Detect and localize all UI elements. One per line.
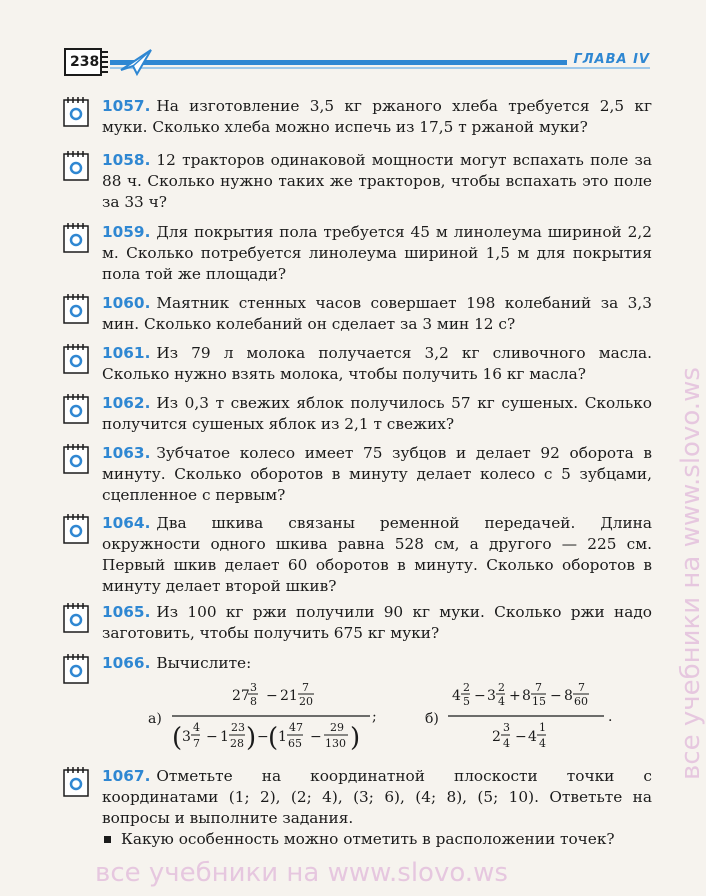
math-a-num-n1: 3 [250,681,257,694]
problem-number: 1064. [102,514,151,532]
problem-text: Для покрытия пола требуется 45 м линолеума шириной 2,2 м. Сколько потребуется линолеума шириной 1,5 м для покрытия пола той же площади? [102,223,652,283]
math-a-den-d4: 130 [325,737,346,750]
problem-number: 1057. [102,97,151,115]
header-rule-thin [110,67,650,69]
notebook-icon [62,443,90,475]
math-b-num-n1: 2 [463,681,470,694]
problem-1057 [62,96,652,138]
problem-number: 1067. [102,767,151,785]
problem-1062 [62,393,652,435]
problem-1064 [62,513,652,597]
math-b-num-op3: − [550,688,562,704]
math-a-label: а) [148,711,162,727]
problem-number: 1061. [102,344,151,362]
notebook-icon [62,766,90,798]
paper-plane-icon [119,48,153,76]
math-b-den-d1: 4 [503,737,510,750]
math-b-den-op: − [515,729,527,745]
math-a-den-n3: 47 [289,721,303,734]
notebook-icon [62,653,90,685]
problem-text: Отметьте на координатной плоскости точки с координатами (1; 2), (2; 4), (3; 6), (4; 8), (5; 10). Ответьте на вопросы и выполните задания. [102,767,652,827]
math-a-den-w3: 1 [278,729,287,745]
problem-1067 [62,766,652,850]
problem-1058 [62,150,652,213]
math-a-den-w2: 1 [220,729,229,745]
math-b-num-n4: 7 [578,681,585,694]
math-a-end: ; [372,709,377,725]
problem-number: 1066. [102,654,151,672]
math-b-den-n1: 3 [503,721,510,734]
math-a-num-op: − [266,688,278,704]
problem-1060 [62,293,652,335]
math-b-num-w1: 4 [452,688,461,704]
problem-number: 1065. [102,603,151,621]
svg-text:(: ( [268,723,279,753]
notebook-icon [62,293,90,325]
math-a-den-w1: 3 [182,729,191,745]
math-b-num-w2: 3 [487,688,496,704]
math-b-end: . [608,709,613,725]
problem-text: Два шкива связаны ременной передачей. Длина окружности одного шкива равна 528 см, а другого — 225 см. Первый шкив делает 60 оборотов в минуту. Сколько оборотов в минуту делает второй шкив? [102,514,652,595]
math-b-num-op2: + [509,688,521,704]
problem-1065 [62,602,652,644]
chapter-title: ГЛАВА IV [567,52,650,67]
math-a-den-n2: 23 [231,721,245,734]
math-a-num-d2: 20 [299,695,313,708]
problem-text: Вычислите: [156,654,252,672]
page-number: 238 [64,48,102,76]
notebook-icon [62,343,90,375]
math-a-den-n4: 29 [330,721,344,734]
problem-number: 1060. [102,294,151,312]
math-b-num-w4: 8 [564,688,573,704]
math-b-num-n3: 7 [535,681,542,694]
math-a-den-n1: 4 [193,721,200,734]
math-b-num-d4: 60 [574,695,588,708]
math-b-den-w1: 2 [492,729,501,745]
svg-text:): ) [246,723,257,753]
math-b-den-n2: 1 [539,721,546,734]
problem-text: 12 тракторов одинаковой мощности могут вспахать поле за 88 ч. Сколько нужно таких же тракторов, чтобы вспахать это поле за 33 ч? [102,151,652,211]
problem-number: 1062. [102,394,151,412]
problem-1063 [62,443,652,506]
math-b-num-d1: 5 [463,695,470,708]
math-a-den-op1: − [206,729,218,745]
problem-text: Из 0,3 т свежих яблок получилось 57 кг сушеных. Сколько получится сушеных яблок из 2,1 т свежих? [102,394,652,433]
problem-text: Из 79 л молока получается 3,2 кг сливочного масла. Сколько нужно взять молока, чтобы получить 16 кг масла? [102,344,652,383]
math-a-num-n2: 7 [302,681,309,694]
notebook-icon [62,150,90,182]
math-expressions [140,678,640,760]
math-a-den-op-mid: − [257,729,269,745]
math-a-num-w2: 21 [280,688,298,704]
spiral-binding-icon [100,49,110,75]
math-b-num-d2: 4 [498,695,505,708]
problem-number: 1058. [102,151,151,169]
math-b-den-w2: 4 [528,729,537,745]
problem-number: 1063. [102,444,151,462]
math-b-num-op1: − [474,688,486,704]
notebook-icon [62,602,90,634]
problem-text: На изготовление 3,5 кг ржаного хлеба требуется 2,5 кг муки. Сколько хлеба можно испечь из 17,5 т ржаной муки? [102,97,652,136]
problem-text: Из 100 кг ржи получили 90 кг муки. Сколько ржи надо заготовить, чтобы получить 675 кг муки? [102,603,652,642]
svg-text:): ) [350,723,361,753]
math-a-den-d1: 7 [193,737,200,750]
math-a-den-op2: − [310,729,322,745]
math-a-den-d3: 65 [288,737,302,750]
problem-text: Зубчатое колесо имеет 75 зубцов и делает 92 оборота в минуту. Сколько оборотов в минуту делает колесо с 5 зубцами, сцепленное с первым? [102,444,652,504]
math-b-num-n2: 2 [498,681,505,694]
notebook-icon [62,222,90,254]
math-b-num-d3: 15 [532,695,546,708]
math-b-label: б) [425,711,439,727]
watermark-bottom: все учебники на www.slovo.ws [95,858,508,888]
math-a-den-d2: 28 [230,737,244,750]
bullet-text: Какую особенность можно отметить в расположении точек? [121,830,615,848]
problem-1066 [62,653,652,674]
notebook-icon [62,96,90,128]
math-b-den-d2: 4 [539,737,546,750]
problem-1061 [62,343,652,385]
notebook-icon [62,393,90,425]
problem-number: 1059. [102,223,151,241]
math-a-num-d1: 8 [250,695,257,708]
svg-text:(: ( [172,723,183,753]
math-a-num-w1: 27 [232,688,250,704]
notebook-icon [62,513,90,545]
page-header [64,48,650,76]
problem-text: Маятник стенных часов совершает 198 колебаний за 3,3 мин. Сколько колебаний он сделает за 3 мин 12 с? [102,294,652,333]
problem-1059 [62,222,652,285]
watermark-side: все учебники на www.slovo.ws [676,367,706,780]
bullet-item [102,829,652,850]
math-b-num-w3: 8 [522,688,531,704]
bullet-square-icon [104,836,111,843]
